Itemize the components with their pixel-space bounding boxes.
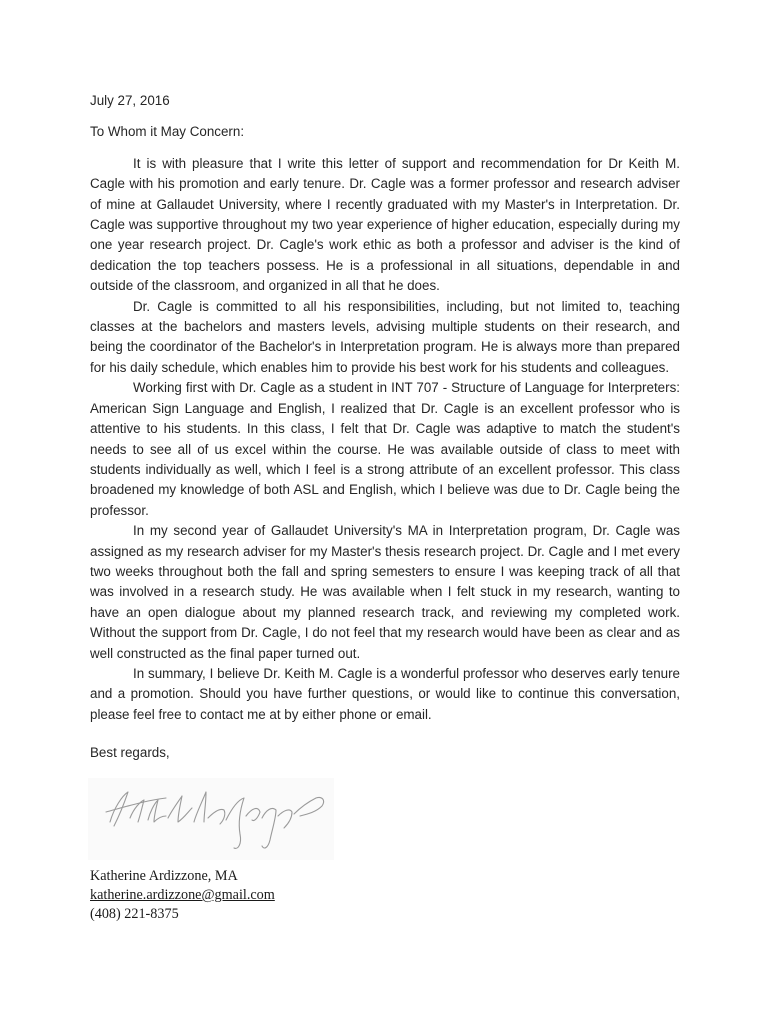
signer-details	[90, 867, 275, 924]
signer-name: Katherine Ardizzone, MA	[90, 868, 238, 884]
signer-phone: (408) 221-8375	[90, 906, 179, 922]
letter-salutation: To Whom it May Concern:	[90, 124, 245, 140]
paragraph-1: It is with pleasure that I write this letter of support and recommendation for Dr Keith M. Cagle with his promotion and early tenure. Dr. Cagle was a former professor and research adviser of mine at Gallaudet University, where I recently graduated with my Master's in Interpretation. Dr. Cagle was supportive throughout my two year experience of higher education, especially during my one year research project. Dr. Cagle's work ethic as both a professor and adviser is the kind of dedication the top teachers possess. He is a professional in all situations, dependable in and outside of the classroom, and organized in all that he does.	[90, 155, 680, 294]
paragraph-2: Dr. Cagle is committed to all his responsibilities, including, but not limited to, teaching classes at the bachelors and masters levels, advising multiple students on their research, and being the coordinator of the Bachelor's in Interpretation program. He is always more than prepared for his daily schedule, which enables him to provide his best work for his students and colleagues.	[90, 298, 680, 375]
paragraph-5: In summary, I believe Dr. Keith M. Cagle is a wonderful professor who deserves early tenure and a promotion. Should you have further questions, or would like to continue this conversation, please feel free to contact me at by either phone or email.	[90, 665, 680, 722]
letter-date: July 27, 2016	[90, 93, 170, 108]
letter-closing: Best regards,	[90, 745, 170, 761]
signer-email-link[interactable]: katherine.ardizzone@gmail.com	[90, 887, 275, 903]
paragraph-4: In my second year of Gallaudet University's MA in Interpretation program, Dr. Cagle was assigned as my research adviser for my Master's thesis research project. Dr. Cagle and I met every two weeks throughout both the fall and spring semesters to ensure I was keeping track of all that was involved in a research study. He was available when I felt stuck in my research, wanting to have an open dialogue about my planned research track, and reviewing my completed work. Without the support from Dr. Cagle, I do not feel that my research would have been as clear and as well constructed as the final paper turned out.	[90, 523, 680, 661]
handwritten-signature	[88, 778, 334, 860]
letter-body	[90, 91, 680, 764]
paragraph-3: Working first with Dr. Cagle as a student in INT 707 - Structure of Language for Interpreters: American Sign Language and English, I realized that Dr. Cagle is an excellent professor who is attentive to his students. In this class, I felt that Dr. Cagle was adaptive to match the student's needs to see all of us excel within the course. He was available outside of class to meet with students individually as well, which I feel is a strong attribute of an excellent professor. This class broadened my knowledge of both ASL and English, which I believe was due to Dr. Cagle being the professor.	[90, 380, 680, 518]
